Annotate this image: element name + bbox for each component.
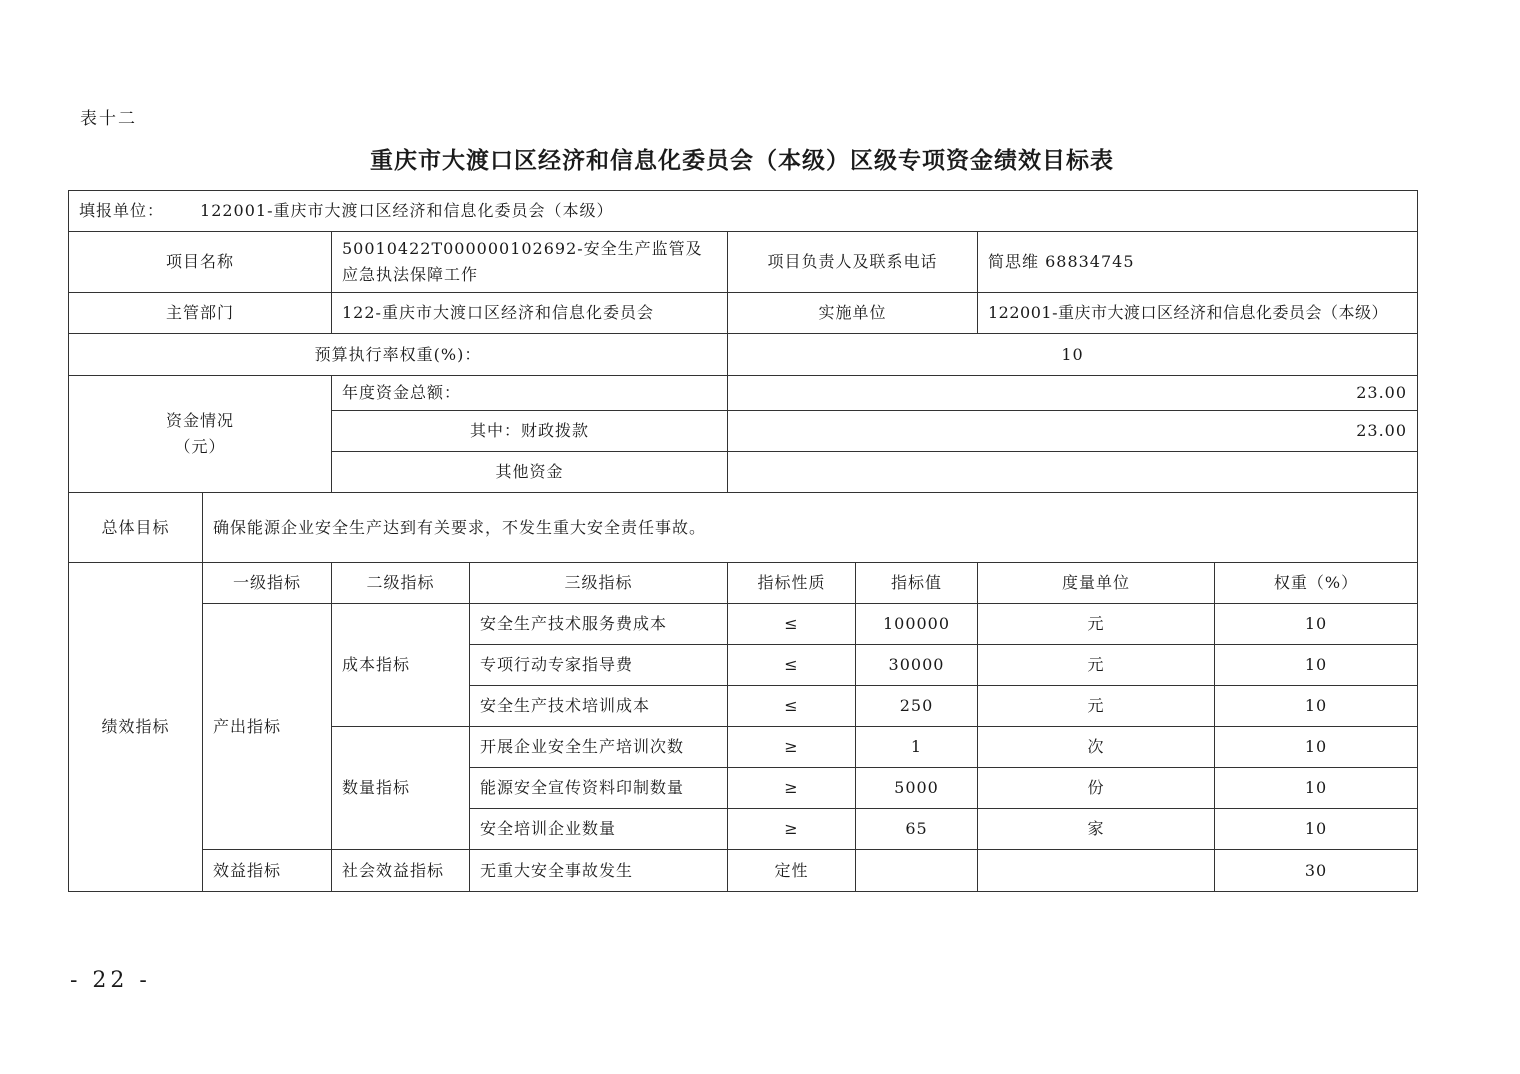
table-row <box>69 604 1418 645</box>
indicator-weight: 10 <box>1215 604 1418 645</box>
indicator-value: 250 <box>856 686 978 727</box>
indicator-value: 30000 <box>856 645 978 686</box>
indicator-weight: 10 <box>1215 686 1418 727</box>
indicator-name: 无重大安全事故发生 <box>470 850 728 892</box>
header-weight: 权重（%） <box>1215 563 1418 604</box>
overall-goal-value: 确保能源企业安全生产达到有关要求，不发生重大安全责任事故。 <box>203 493 1418 563</box>
budget-weight-value: 10 <box>728 334 1418 376</box>
funds-label <box>69 376 332 493</box>
indicator-unit: 家 <box>978 809 1215 850</box>
budget-weight-label: 预算执行率权重(%)： <box>69 334 728 376</box>
annual-total-label: 年度资金总额： <box>332 376 728 411</box>
reporting-unit-cell <box>69 191 1418 232</box>
indicator-weight: 10 <box>1215 809 1418 850</box>
header-level3: 三级指标 <box>470 563 728 604</box>
indicator-unit: 元 <box>978 686 1215 727</box>
indicator-header-row <box>69 563 1418 604</box>
department-row <box>69 293 1418 334</box>
reporting-unit-value: 122001-重庆市大渡口区经济和信息化委员会（本级） <box>200 201 614 221</box>
indicator-name: 安全培训企业数量 <box>470 809 728 850</box>
dept-label: 主管部门 <box>69 293 332 334</box>
annual-total-row <box>69 376 1418 411</box>
indicator-name: 安全生产技术服务费成本 <box>470 604 728 645</box>
indicator-nature: ≤ <box>728 645 856 686</box>
budget-weight-row <box>69 334 1418 376</box>
other-funds-value <box>728 452 1418 493</box>
indicator-name: 专项行动专家指导费 <box>470 645 728 686</box>
project-leader-value: 简思维 68834745 <box>978 232 1418 293</box>
indicator-name: 开展企业安全生产培训次数 <box>470 727 728 768</box>
header-level1: 一级指标 <box>203 563 332 604</box>
indicator-value <box>856 850 978 892</box>
indicator-section-label: 绩效指标 <box>69 563 203 892</box>
cost-indicator-label: 成本指标 <box>332 604 470 727</box>
table-label: 表十二 <box>80 109 137 129</box>
header-unit: 度量单位 <box>978 563 1215 604</box>
indicator-value: 1 <box>856 727 978 768</box>
reporting-unit-label: 填报单位： <box>79 201 165 221</box>
indicator-value: 100000 <box>856 604 978 645</box>
table-row <box>69 850 1418 892</box>
dept-value: 122-重庆市大渡口区经济和信息化委员会 <box>332 293 728 334</box>
indicator-unit: 次 <box>978 727 1215 768</box>
indicator-unit: 份 <box>978 768 1215 809</box>
indicator-unit <box>978 850 1215 892</box>
header-nature: 指标性质 <box>728 563 856 604</box>
fiscal-label: 其中：财政拨款 <box>332 411 728 452</box>
project-name-label: 项目名称 <box>69 232 332 293</box>
performance-target-table <box>68 190 1418 892</box>
funds-label-line2: （元） <box>174 437 226 456</box>
social-benefit-label: 社会效益指标 <box>332 850 470 892</box>
indicator-name: 能源安全宣传资料印制数量 <box>470 768 728 809</box>
funds-label-line1: 资金情况 <box>165 411 234 431</box>
indicator-nature: ≥ <box>728 768 856 809</box>
impl-unit-label: 实施单位 <box>728 293 978 334</box>
indicator-weight: 10 <box>1215 768 1418 809</box>
fiscal-value: 23.00 <box>728 411 1418 452</box>
quantity-indicator-label: 数量指标 <box>332 727 470 850</box>
project-name-value: 50010422T000000102692-安全生产监管及应急执法保障工作 <box>332 232 728 293</box>
document-title: 重庆市大渡口区经济和信息化委员会（本级）区级专项资金绩效目标表 <box>370 147 1114 174</box>
other-funds-label: 其他资金 <box>332 452 728 493</box>
header-value: 指标值 <box>856 563 978 604</box>
overall-goal-label: 总体目标 <box>69 493 203 563</box>
indicator-unit: 元 <box>978 604 1215 645</box>
indicator-nature: ≥ <box>728 727 856 768</box>
indicator-name: 安全生产技术培训成本 <box>470 686 728 727</box>
indicator-nature: ≤ <box>728 604 856 645</box>
project-leader-label: 项目负责人及联系电话 <box>728 232 978 293</box>
output-indicator-label: 产出指标 <box>203 604 332 850</box>
reporting-unit-row <box>69 191 1418 232</box>
benefit-indicator-label: 效益指标 <box>203 850 332 892</box>
indicator-value: 5000 <box>856 768 978 809</box>
indicator-nature: 定性 <box>728 850 856 892</box>
overall-goal-row <box>69 493 1418 563</box>
header-level2: 二级指标 <box>332 563 470 604</box>
indicator-weight: 10 <box>1215 645 1418 686</box>
project-name-row <box>69 232 1418 293</box>
indicator-weight: 30 <box>1215 850 1418 892</box>
page-number: - 22 - <box>70 968 151 993</box>
indicator-nature: ≤ <box>728 686 856 727</box>
indicator-unit: 元 <box>978 645 1215 686</box>
impl-unit-value: 122001-重庆市大渡口区经济和信息化委员会（本级） <box>978 293 1418 334</box>
indicator-value: 65 <box>856 809 978 850</box>
indicator-nature: ≥ <box>728 809 856 850</box>
annual-total-value: 23.00 <box>728 376 1418 411</box>
indicator-weight: 10 <box>1215 727 1418 768</box>
